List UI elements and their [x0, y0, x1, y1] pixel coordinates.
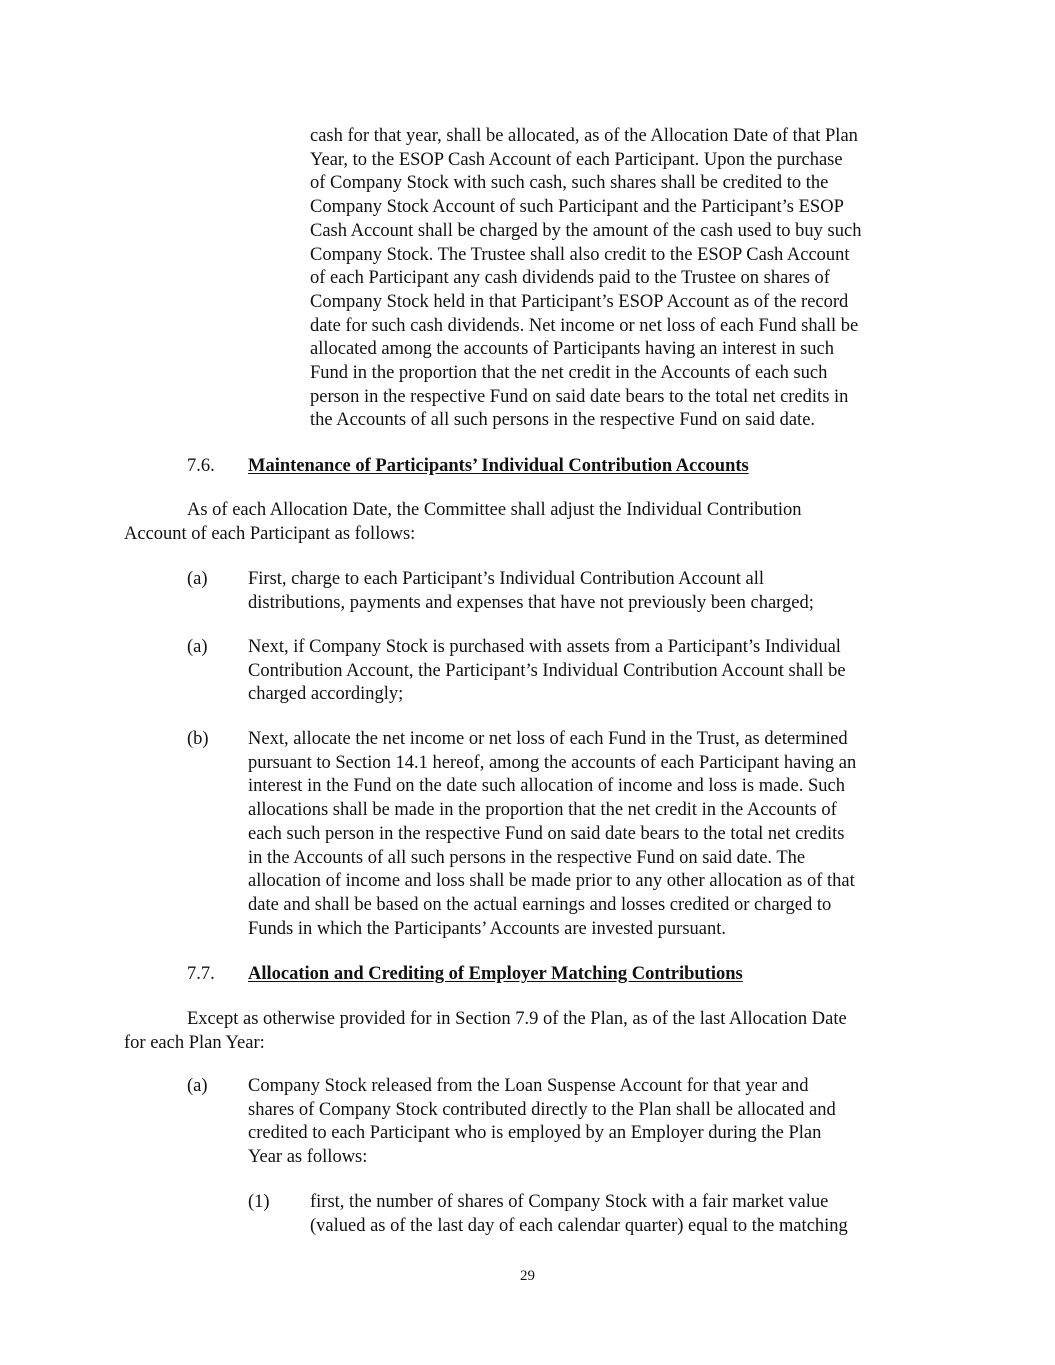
- continuation-paragraph: cash for that year, shall be allocated, as of the Allocation Date of that Plan Year, to the ESOP Cash Account of each Participant. Upon the purchase of Company Stock with such cash, such shares shall be credited to the Company Stock Account of such Participant and the Participant’s ESOP Cash Account shall be charged by the amount of the cash used to buy such Company Stock. The Trustee shall also credit to the ESOP Cash Account of each Participant any cash dividends paid to the Trustee on shares of Company Stock held in that Participant’s ESOP Account as of the record date for such cash dividends. Net income or net loss of each Fund shall be allocated among the accounts of Participants having an interest in such Fund in the proportion that the net credit in the Accounts of each such person in the respective Fund on said date bears to the total net credits in the Accounts of all such persons in the respective Fund on said date.: [310, 126, 862, 431]
- section-7-6-item-label: (b): [187, 729, 209, 749]
- page-number: 29: [520, 1268, 535, 1284]
- section-7-7-subitem-label: (1): [248, 1192, 270, 1212]
- section-7-6-item-text: Next, if Company Stock is purchased with assets from a Participant’s Individual Contribution Account, the Participant’s Individual Contribution Account shall be charged accordingly;: [248, 637, 846, 705]
- section-7-6-item-text: Next, allocate the net income or net loss of each Fund in the Trust, as determined pursuant to Section 14.1 hereof, among the accounts of each Participant having an interest in the Fund on the date such allocation of income and loss is made. Such allocations shall be made in the proportion that the net credit in the Accounts of each such person in the respective Fund on said date bears to the total net credits in the Accounts of all such persons in the respective Fund on said date. The allocation of income and loss shall be made prior to any other allocation as of that date and shall be based on the actual earnings and losses credited or charged to Funds in which the Participants’ Accounts are invested pursuant.: [248, 729, 857, 939]
- section-7-6-item-text: First, charge to each Participant’s Individual Contribution Account all distributions, payments and expenses that have not previously been charged;: [248, 569, 814, 613]
- section-7-7-item-label: (a): [187, 1076, 208, 1096]
- section-7-6-number: 7.6.: [187, 456, 215, 476]
- section-7-6-intro: As of each Allocation Date, the Committee shall adjust the Individual Contribution Account of each Participant as follows:: [124, 500, 802, 544]
- section-7-6-item-label: (a): [187, 637, 208, 657]
- section-7-7-title: Allocation and Crediting of Employer Matching Contributions: [248, 964, 743, 984]
- section-7-7-intro: Except as otherwise provided for in Section 7.9 of the Plan, as of the last Allocation Date for each Plan Year:: [124, 1009, 847, 1053]
- section-7-7-subitem-text: first, the number of shares of Company Stock with a fair market value (valued as of the last day of each calendar quarter) equal to the matching: [310, 1192, 848, 1236]
- section-7-7-number: 7.7.: [187, 964, 215, 984]
- section-7-7-item-text: Company Stock released from the Loan Suspense Account for that year and shares of Company Stock contributed directly to the Plan shall be allocated and credited to each Participant who is employed by an Employer during the Plan Year as follows:: [248, 1076, 836, 1168]
- section-7-6-item-label: (a): [187, 569, 208, 589]
- section-7-6-title: Maintenance of Participants’ Individual Contribution Accounts: [248, 456, 749, 476]
